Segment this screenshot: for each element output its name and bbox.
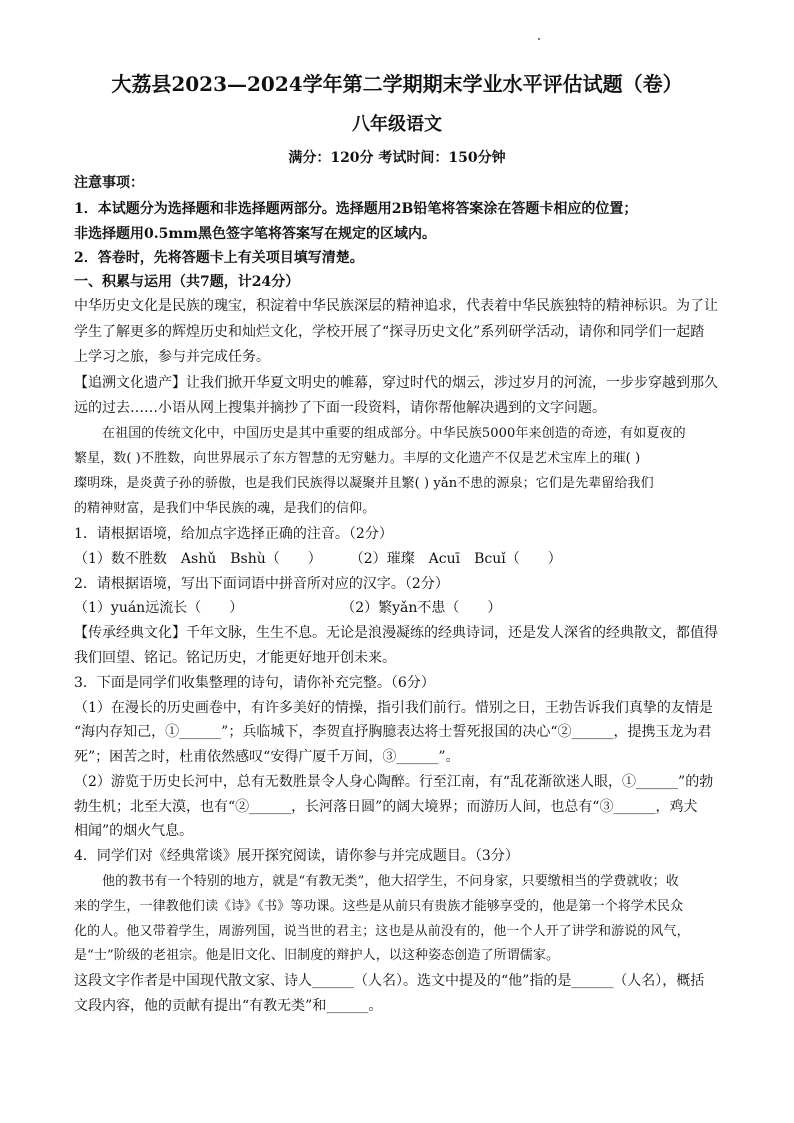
part2-line: 【传承经典文化】千年文脉，生生不息。无论是浪漫凝练的经典诗词，还是发人深省的经典散文，都值得 bbox=[74, 625, 718, 641]
question-3-line: 相闻”的烟火气息。 bbox=[74, 823, 194, 839]
question-3-line: “海内存知己，①______”；兵临城下，李贺直抒胸臆表达将士誓死报国的决心“②______，提携玉龙为君 bbox=[74, 724, 712, 740]
question-1-options: （1）数不胜数 Ashǔ Bshù（ ） （2）璀璨 Acuī Bcuǐ（ ） bbox=[74, 551, 562, 567]
question-3-line: 勃生机；北至大漠，也有“②______，长河落日圆”的阔大境界；而游历人间，也总有“③______，鸡犬 bbox=[74, 799, 698, 815]
notice-item: 1．本试题分为选择题和非选择题两部分。选择题用2B铅笔将答案涂在答题卡相应的位置； bbox=[74, 201, 638, 217]
q4-passage-line: 他的教书有一个特别的地方，就是“有教无类”，他大招学生，不问身家，只要缴相当的学费就收；收 bbox=[102, 874, 679, 889]
exam-title: 大荔县2023—2024学年第二学期期末学业水平评估试题（卷） bbox=[111, 72, 683, 96]
part2-line: 我们回望、铭记。铭记历史，才能更好地开创未来。 bbox=[74, 650, 396, 666]
question-3-line: （2）游览于历史长河中，总有无数胜景令人身心陶醉。行至江南，有“乱花渐欲迷人眼，①______”的勃 bbox=[74, 774, 714, 790]
question-4-line: 文段内容，他的贡献有提出“有教无类”和______。 bbox=[74, 998, 383, 1014]
passage-line: 的精神财富，是我们中华民族的魂，是我们的信仰。 bbox=[74, 501, 376, 516]
passage-line: 在祖国的传统文化中，中国历史是其中重要的组成部分。中华民族5000年来创造的奇迹，有如夏夜的 bbox=[102, 426, 686, 441]
q4-passage-line: 是“士”阶级的老祖宗。他是旧文化、旧制度的辩护人，以这种姿态创造了所谓儒家。 bbox=[74, 948, 560, 963]
intro-line: 上学习之旅，参与并完成任务。 bbox=[74, 349, 270, 365]
question-3-line: （1）在漫长的历史画卷中，有许多美好的情操，指引我们前行。惜别之日，王勃告诉我们真挚的友情是 bbox=[74, 700, 713, 716]
question-1: 1．请根据语境，给加点字选择正确的注音。（2分） bbox=[74, 526, 393, 542]
notice-item: 非选择题用0.5mm黑色签字笔将答案写在规定的区域内。 bbox=[74, 226, 436, 242]
exam-meta: 满分：120分 考试时间：150分钟 bbox=[288, 150, 506, 166]
intro-line: 学生了解更多的辉煌历史和灿烂文化，学校开展了“探寻历史文化”系列研学活动，请你和同学们一起踏 bbox=[74, 324, 705, 340]
q4-passage-line: 化的人。他又带着学生，周游列国，说当世的君主；这也是从前没有的，他一个人开了讲学和游说的风气， bbox=[74, 924, 690, 939]
passage-line: 璨明珠，是炎黄子孙的骄傲，也是我们民族得以凝聚并且繁( ) yǎn不患的源泉；它们是先辈留给我们 bbox=[74, 476, 654, 491]
question-3-line: 死”；困苦之时，杜甫依然感叹“安得广厦千万间，③______”。 bbox=[74, 749, 460, 765]
intro-line: 中华历史文化是民族的瑰宝，积淀着中华民族深层的精神追求，代表着中华民族独特的精神标识。为了让 bbox=[74, 298, 718, 314]
question-2: 2．请根据语境，写出下面词语中拼音所对应的汉字。（2分） bbox=[74, 576, 449, 592]
question-2-options: （1）yuán远流长（ ） （2）繁yǎn不患（ ） bbox=[74, 600, 502, 616]
notice-item: 2．答卷时，先将答题卡上有关项目填写清楚。 bbox=[74, 250, 364, 266]
question-4: 4．同学们对《经典常谈》展开探究阅读，请你参与并完成题目。（3分） bbox=[74, 848, 519, 864]
part1-line: 远的过去……小语从网上搜集并摘抄了下面一段资料，请你帮他解决遇到的文字问题。 bbox=[74, 400, 606, 416]
scan-speck bbox=[538, 38, 540, 40]
passage-line: 繁星，数( )不胜数，向世界展示了东方智慧的无穷魅力。丰厚的文化遗产不仅是艺术宝库上的璀( ) bbox=[74, 451, 641, 466]
part1-line: 【追溯文化遗产】让我们掀开华夏文明史的帷幕，穿过时代的烟云，涉过岁月的河流，一步步穿越到那久 bbox=[74, 375, 718, 391]
subject-title: 八年级语文 bbox=[352, 114, 442, 135]
section-heading: 一、积累与运用（共7题，计24分） bbox=[74, 274, 300, 290]
notice-heading: 注意事项： bbox=[74, 175, 144, 191]
question-3: 3．下面是同学们收集整理的诗句，请你补充完整。（6分） bbox=[74, 675, 435, 691]
q4-passage-line: 来的学生，一律教他们读《诗》《书》等功课。这些是从前只有贵族才能够享受的，他是第一个将学术民众 bbox=[74, 899, 684, 914]
question-4-line: 这段文字作者是中国现代散文家、诗人______（人名）。选文中提及的“他”指的是______（人名），概括 bbox=[74, 973, 705, 989]
